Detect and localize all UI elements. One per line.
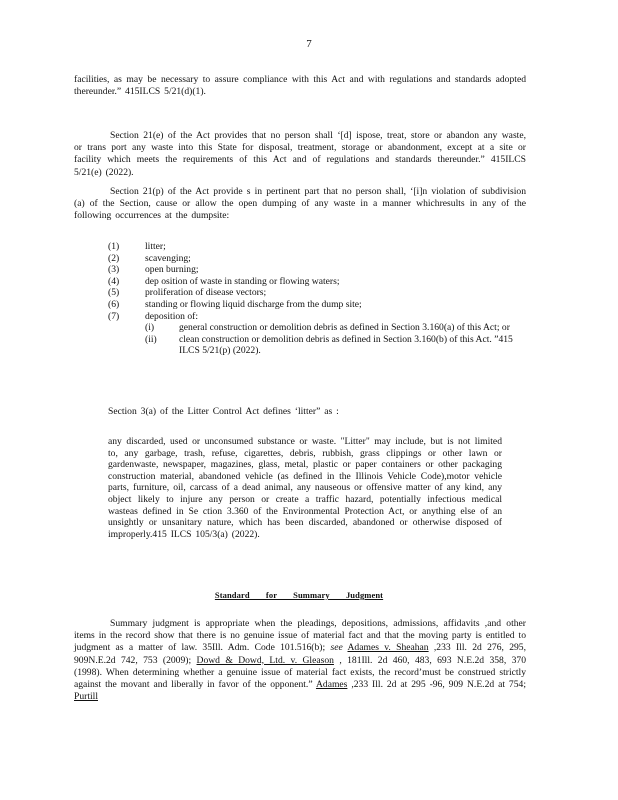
list-item: (6) standing or flowing liquid discharge from the dump site; [108,298,362,310]
case-citation: Dowd & Dowd, Ltd. v. Gleason [196,654,334,666]
paragraph-section-21e: Section 21(e) of the Act provides that no person shall ‘[d] ispose, treat, store or abandon any waste, or trans port any waste into this State for disposal, treatment, storage or abandonment, except at a site or facility which meets the requirements of this Act and of regulations and standards thereunder.” 415ILCS 5/21(e) (2022). [74,130,526,178]
occurrences-list [108,241,528,357]
case-citation: Adames v. Sheahan [347,642,429,654]
sublist-item: (ii) clean construction or demolition debris as defined in Section 3.160(b) of this Act. ”415 ILCS 5/21(p) (2022). [145,333,513,357]
section-heading: Standard for Summary Judgment [214,590,384,600]
list-item: (3) open burning; [108,264,199,276]
paragraph-section-21p: Section 21(p) of the Act provide s in pertinent part that no person shall, ‘[i]n violation of subdivision (a) of the Section, cause or allow the open dumping of any waste in a manner whichresults in any of the following occurrences at the dumpsite: [74,186,526,222]
paragraph-continuation: facilities, as may be necessary to assure compliance with this Act and with regulations and standards adopted thereunder.” 415ILCS 5/21(d)(1). [74,74,526,98]
case-citation: Purtill [74,691,98,703]
list-item: (7) deposition of: (i) general construction or demolition debris as defined in Section 3.160(a) of this Act; or (ii) clean construction or demolition debris as defined in Section 3.160(b) of this Act. ”415 ILCS 5/21(p) (2022). [108,311,528,357]
litter-definition-quote: any discarded, used or unconsumed substance or waste. "Litter" may include, but is not limited to, any garbage, trash, refuse, cigarettes, debris, rubbish, grass clippings or other lawn or gardenwaste, newspaper, magazines, glass, metal, plastic or paper containers or other packaging construction material, abandoned vehicle (as defined in the Illinois Vehicle Code),motor vehicle parts, furniture, oil, carcass of a dead animal, any nauseous or offensive matter of any kind, any object likely to injure any person or create a traffic hazard, potentially infectious medical wasteas defined in Se ction 3.360 of the Environmental Protection Act, or anything else of an unsightly or unsanitary nature, which has been discarded, abandoned or otherwise disposed of improperly.415 ILCS 105/3(a) (2022). [108,436,502,540]
paragraph-summary-judgment: Summary judgment is appropriate when the pleadings, depositions, admissions, affidavits ,and other items in the record show that there is no genuine issue of material fact and that the moving party is entitled to judgment as a matter of law. 35Ill. Adm. Code 101.516(b); see Adames v. Sheahan ,233 Ill. 2d 276, 295, 909N.E.2d 742, 753 (2009); Dowd & Dowd, Ltd. v. Gleason , 181Ill. 2d 460, 483, 693 N.E.2d 358, 370 (1998). When determining whether a genuine issue of material fact exists, the record’must be construed strictly against the movant and liberally in favor of the opponent.” Adames ,233 Ill. 2d at 295 -96, 909 N.E.2d at 754; Purtill [74,618,527,703]
signal-see: see [330,642,343,654]
case-citation: Adames [315,679,348,691]
paragraph-litter-act: Section 3(a) of the Litter Control Act defines ‘litter” as : [108,406,339,417]
list-item: (2) scavenging; [108,252,191,264]
sublist-item: (i) general construction or demolition debris as defined in Section 3.160(a) of this Act; or [145,322,510,334]
list-item: (5) proliferation of disease vectors; [108,287,267,299]
page-number: 7 [306,38,312,50]
deposition-sublist [145,322,528,357]
list-item: (4) dep osition of waste in standing or flowing waters; [108,275,340,287]
list-item: (1) litter; [108,241,166,252]
